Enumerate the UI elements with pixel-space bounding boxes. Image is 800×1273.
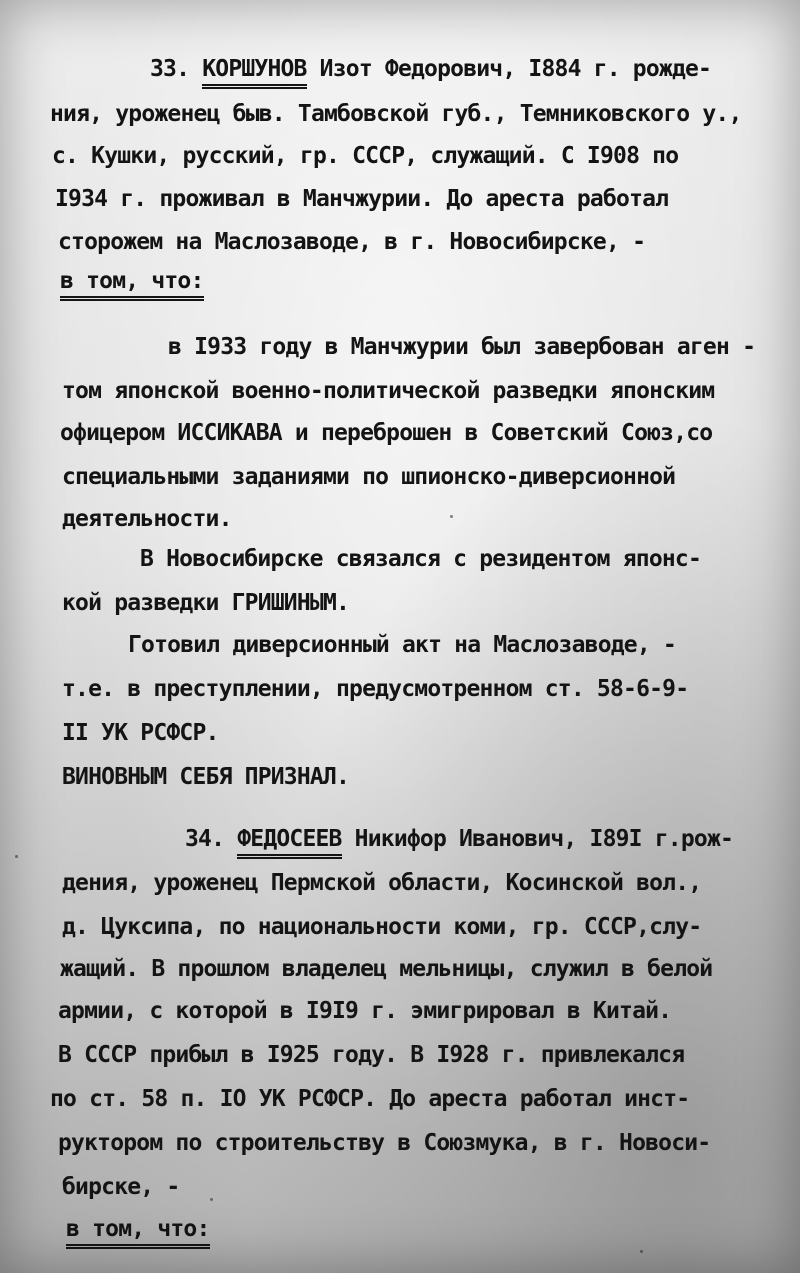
text-line: I934 г. проживал в Манчжурии. До ареста работал xyxy=(55,186,669,212)
text-line: д. Цуксипа, по национальности коми, гр. СССР,слу- xyxy=(62,914,702,940)
scan-speck xyxy=(450,515,453,518)
text-line: ния, уроженец быв. Тамбовской губ., Темниковского у., xyxy=(50,101,742,127)
text-line: Готовил диверсионный акт на Маслозаводе, - xyxy=(128,632,676,658)
text-line: руктором по строительству в Союзмука, в г. Новоси- xyxy=(58,1130,711,1156)
text-line: т.е. в преступлении, предусмотренном ст. 58-6-9- xyxy=(62,676,689,702)
record-34-header xyxy=(185,828,733,851)
text-line: деятельности. xyxy=(62,506,232,532)
surname: ФЕДОСЕЕВ xyxy=(237,826,341,859)
section-heading xyxy=(60,270,204,293)
scan-speck xyxy=(210,1198,213,1201)
record-number: 33. xyxy=(150,56,190,82)
record-number: 34. xyxy=(185,826,225,852)
text-line: по ст. 58 п. IO УК РСФСР. До ареста работал инст- xyxy=(50,1086,690,1112)
text-line: II УК РСФСР. xyxy=(62,720,219,746)
heading-text: в том, что: xyxy=(66,1216,210,1249)
header-text: Никифор Иванович, I89I г.рож- xyxy=(354,826,734,852)
text-line: специальными заданиями по шпионско-диверсионной xyxy=(62,464,676,490)
text-line: офицером ИССИКАВА и переброшен в Советский Союз,со xyxy=(60,420,713,446)
text-line: В Новосибирске связался с резидентом японс- xyxy=(140,546,702,572)
section-heading xyxy=(66,1218,210,1241)
scan-speck xyxy=(15,855,18,858)
text-line: дения, уроженец Пермской области, Косинской вол., xyxy=(62,870,702,896)
header-text: Изот Федорович, I884 г. рожде- xyxy=(319,56,712,82)
text-line: жащий. В прошлом владелец мельницы, служил в белой xyxy=(60,956,713,982)
record-33-header xyxy=(150,58,711,81)
scan-speck xyxy=(640,1250,643,1253)
text-line: в I933 году в Манчжурии был завербован аген - xyxy=(168,334,756,360)
surname: КОРШУНОВ xyxy=(202,56,306,89)
text-line: армии, с которой в I9I9 г. эмигрировал в Китай. xyxy=(58,998,672,1024)
text-line: кой разведки ГРИШИНЫМ. xyxy=(62,590,350,616)
heading-text: в том, что: xyxy=(60,268,204,301)
text-line: В СССР прибыл в I925 году. В I928 г. привлекался xyxy=(58,1042,685,1068)
text-line: бирске, - xyxy=(62,1174,180,1200)
text-line: сторожем на Маслозаводе, в г. Новосибирске, - xyxy=(58,229,646,255)
verdict-line: ВИНОВНЫМ СЕБЯ ПРИЗНАЛ. xyxy=(62,764,350,790)
text-line: том японской военно-политической разведки японским xyxy=(62,378,715,404)
text-line: с. Кушки, русский, гр. СССР, служащий. С I908 по xyxy=(52,143,679,169)
